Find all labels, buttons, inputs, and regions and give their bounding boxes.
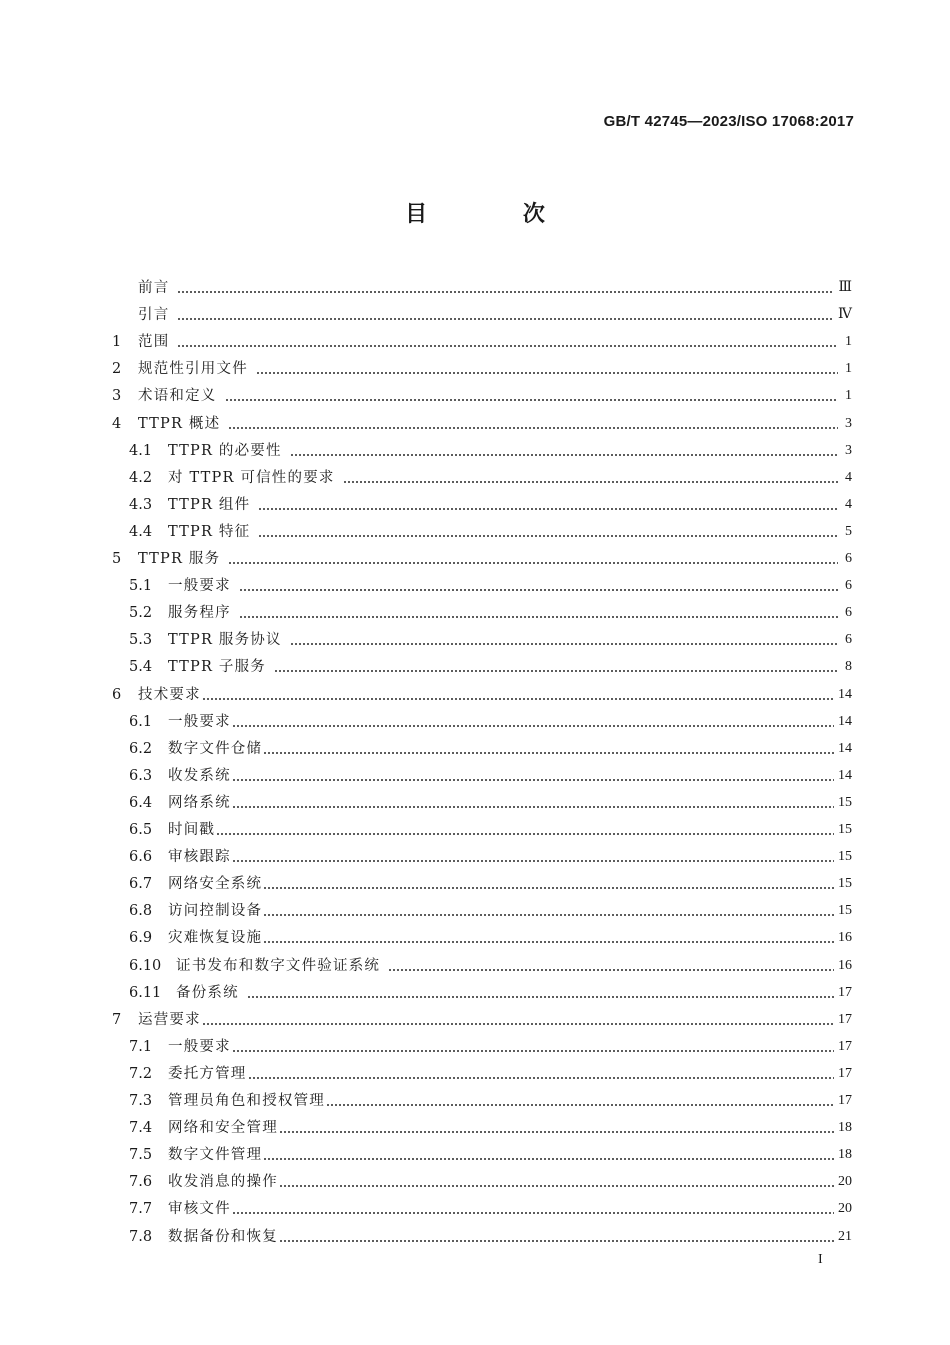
toc-entry[interactable] bbox=[112, 493, 852, 515]
toc-entry-number: 6 bbox=[112, 686, 122, 703]
toc-entry[interactable] bbox=[112, 1225, 852, 1247]
toc-entry[interactable] bbox=[112, 655, 852, 677]
dot-leader bbox=[326, 1104, 834, 1106]
toc-entry-title: 一般要求 bbox=[168, 1038, 231, 1055]
toc-entry-page: 6 bbox=[845, 605, 852, 621]
dot-leader bbox=[177, 318, 834, 320]
toc-entry[interactable] bbox=[112, 330, 852, 352]
toc-entry-title: 收发消息的操作 bbox=[168, 1174, 278, 1191]
toc-entry-title: 访问控制设备 bbox=[168, 903, 263, 920]
toc-entry-title: 数字文件仓储 bbox=[168, 740, 263, 757]
toc-entry-page: 8 bbox=[845, 659, 852, 675]
toc-entry-number: 5.3 bbox=[129, 632, 153, 649]
dot-leader bbox=[258, 535, 838, 537]
toc-entry-page: 4 bbox=[845, 496, 852, 512]
toc-entry-page: 17 bbox=[838, 984, 852, 1000]
toc-entry-title: 管理员角色和授权管理 bbox=[168, 1093, 325, 1109]
toc-entry-number: 6.6 bbox=[129, 849, 153, 866]
dot-leader bbox=[290, 454, 838, 456]
toc-entry-page: 16 bbox=[838, 957, 852, 973]
dot-leader bbox=[263, 1158, 834, 1160]
toc-entry-title: 数字文件管理 bbox=[168, 1147, 263, 1164]
toc-entry[interactable] bbox=[112, 574, 852, 596]
toc-entry-page: 14 bbox=[838, 740, 852, 756]
toc-entry-number: 6.10 bbox=[129, 957, 162, 974]
toc-entry-number: 6.1 bbox=[129, 713, 153, 730]
toc-entry-number: 6.3 bbox=[129, 767, 153, 784]
toc-entry-title: 灾难恢复设施 bbox=[168, 930, 263, 947]
toc-entry-number: 7.7 bbox=[129, 1201, 153, 1218]
toc-entry-title: 网络安全系统 bbox=[168, 876, 263, 893]
toc-entry[interactable] bbox=[112, 791, 852, 813]
toc-entry-page: 17 bbox=[838, 1038, 852, 1054]
toc-entry-title: 技术要求 bbox=[138, 686, 201, 703]
toc-entry-page: 15 bbox=[838, 849, 852, 865]
toc-entry[interactable] bbox=[112, 357, 852, 379]
toc-entry-page: 15 bbox=[838, 822, 852, 837]
dot-leader bbox=[239, 616, 838, 618]
dot-leader bbox=[239, 589, 838, 591]
dot-leader bbox=[248, 1077, 835, 1079]
dot-leader bbox=[216, 833, 834, 835]
toc-entry-title: 委托方管理 bbox=[168, 1065, 247, 1082]
toc-entry[interactable] bbox=[112, 439, 852, 461]
toc-entry-title: 运营要求 bbox=[138, 1011, 201, 1028]
toc-entry-number: 1 bbox=[112, 334, 122, 351]
toc-entry-page: 21 bbox=[838, 1228, 852, 1244]
dot-leader bbox=[256, 372, 838, 374]
toc-entry[interactable] bbox=[112, 520, 852, 542]
toc-entry-page: 1 bbox=[845, 334, 852, 350]
dot-leader bbox=[232, 725, 834, 727]
toc-entry[interactable] bbox=[112, 710, 852, 732]
toc-entry-page: 16 bbox=[838, 930, 852, 946]
toc-entry[interactable] bbox=[112, 547, 852, 569]
toc-entry-page: 15 bbox=[838, 903, 852, 919]
toc-entry-title: 一般要求 bbox=[168, 713, 231, 730]
toc-entry-number: 6.9 bbox=[129, 930, 153, 947]
toc-entry-title: 术语和定义 bbox=[138, 388, 217, 405]
toc-entry[interactable] bbox=[112, 1035, 852, 1057]
toc-entry-page: 6 bbox=[845, 578, 852, 594]
toc-entry-number: 7.8 bbox=[129, 1228, 153, 1245]
dot-leader bbox=[202, 1023, 834, 1025]
toc-entry-number: 6.11 bbox=[129, 984, 162, 1001]
toc-entry-page: 17 bbox=[838, 1065, 852, 1081]
toc-entry[interactable] bbox=[112, 1197, 852, 1219]
dot-leader bbox=[232, 779, 834, 781]
toc-entry[interactable] bbox=[112, 926, 852, 948]
toc-entry-title: 前言 bbox=[138, 280, 170, 296]
toc-entry[interactable] bbox=[112, 1170, 852, 1192]
toc-entry[interactable] bbox=[112, 1116, 852, 1138]
toc-entry-page: 6 bbox=[845, 551, 852, 566]
toc-entry-title: TTPR 特征 bbox=[168, 523, 251, 540]
dot-leader bbox=[263, 887, 834, 889]
toc-entry-title: 审核文件 bbox=[168, 1201, 231, 1218]
dot-leader bbox=[263, 752, 834, 754]
toc-entry[interactable] bbox=[112, 1089, 852, 1111]
toc-entry-title: 引言 bbox=[138, 307, 170, 324]
toc-entry-page: 18 bbox=[838, 1120, 852, 1136]
toc-entry-number: 7.2 bbox=[129, 1065, 153, 1082]
toc-entry-number: 5.2 bbox=[129, 605, 153, 622]
toc-entry[interactable] bbox=[112, 1143, 852, 1165]
toc-entry-number: 5.4 bbox=[129, 659, 153, 676]
toc-entry-page: Ⅲ bbox=[838, 280, 852, 295]
dot-leader bbox=[279, 1185, 834, 1187]
toc-entry-number: 7 bbox=[112, 1011, 122, 1028]
toc-entry-number: 7.1 bbox=[129, 1038, 153, 1055]
toc-entry[interactable] bbox=[112, 276, 852, 298]
toc-entry-page: 17 bbox=[838, 1011, 852, 1027]
dot-leader bbox=[228, 562, 838, 564]
toc-entry[interactable] bbox=[112, 412, 852, 434]
page-title: 目 次 bbox=[405, 202, 589, 227]
toc-entry-number: 6.4 bbox=[129, 794, 153, 811]
toc-entry-number: 6.8 bbox=[129, 903, 153, 920]
toc-entry-title: TTPR 的必要性 bbox=[168, 442, 282, 459]
toc-entry-page: 14 bbox=[838, 767, 852, 783]
dot-leader bbox=[232, 860, 834, 862]
toc-entry-title: 时间戳 bbox=[168, 822, 216, 838]
dot-leader bbox=[388, 969, 834, 971]
toc-entry-number: 4.2 bbox=[129, 469, 153, 486]
dot-leader bbox=[247, 996, 834, 998]
toc-entry-number: 4.3 bbox=[129, 496, 153, 513]
toc-entry-page: 1 bbox=[845, 388, 852, 404]
dot-leader bbox=[263, 941, 834, 943]
dot-leader bbox=[279, 1240, 834, 1242]
toc-entry-title: 备份系统 bbox=[176, 984, 239, 1001]
toc-entry-title: TTPR 概述 bbox=[138, 415, 221, 432]
toc-entry-number: 4.4 bbox=[129, 523, 153, 540]
standard-code: GB/T 42745—2023/ISO 17068:2017 bbox=[603, 113, 854, 130]
toc-entry-page: 4 bbox=[845, 469, 852, 485]
toc-entry-page: 15 bbox=[838, 794, 852, 810]
toc-entry-page: 1 bbox=[845, 361, 852, 377]
toc-entry[interactable] bbox=[112, 899, 852, 921]
dot-leader bbox=[177, 345, 838, 347]
toc-entry-number: 7.6 bbox=[129, 1174, 153, 1191]
toc-entry-title: 规范性引用文件 bbox=[138, 361, 248, 378]
toc-entry[interactable] bbox=[112, 466, 852, 488]
toc-entry-title: TTPR 服务 bbox=[138, 551, 221, 567]
page-number: I bbox=[818, 1252, 823, 1267]
toc-entry-page: 17 bbox=[838, 1093, 852, 1108]
dot-leader bbox=[177, 291, 834, 293]
dot-leader bbox=[274, 670, 838, 672]
toc-entry-page: 20 bbox=[838, 1174, 852, 1190]
dot-leader bbox=[279, 1131, 834, 1133]
toc-entry-title: 范围 bbox=[138, 334, 170, 351]
toc-entry[interactable] bbox=[112, 845, 852, 867]
dot-leader bbox=[232, 1212, 834, 1214]
toc-entry[interactable] bbox=[112, 628, 852, 650]
toc-entry-title: TTPR 子服务 bbox=[168, 659, 266, 676]
toc-entry[interactable] bbox=[112, 384, 852, 406]
toc-entry-title: 服务程序 bbox=[168, 605, 231, 622]
toc-entry-title: 证书发布和数字文件验证系统 bbox=[176, 957, 381, 974]
toc-entry-number: 7.4 bbox=[129, 1120, 153, 1137]
toc-entry[interactable] bbox=[112, 872, 852, 894]
toc-entry-number: 5 bbox=[112, 551, 122, 567]
toc-entry-title: 网络和安全管理 bbox=[168, 1120, 278, 1137]
toc-entry-page: 20 bbox=[838, 1201, 852, 1217]
toc-entry-title: 网络系统 bbox=[168, 794, 231, 811]
toc-entry-title: 审核跟踪 bbox=[168, 849, 231, 866]
dot-leader bbox=[343, 481, 838, 483]
toc-entry-page: 3 bbox=[845, 415, 852, 431]
toc-entry[interactable] bbox=[112, 683, 852, 705]
toc-entry[interactable] bbox=[112, 737, 852, 759]
toc-entry[interactable] bbox=[112, 1062, 852, 1084]
dot-leader bbox=[232, 1050, 834, 1052]
toc-entry-number: 7.5 bbox=[129, 1147, 153, 1164]
toc-entry-page: 14 bbox=[838, 713, 852, 729]
toc-entry-page: 14 bbox=[838, 686, 852, 702]
toc-entry-number: 6.7 bbox=[129, 876, 153, 893]
dot-leader bbox=[290, 643, 838, 645]
toc-entry-title: TTPR 组件 bbox=[168, 496, 251, 513]
dot-leader bbox=[228, 427, 838, 429]
dot-leader bbox=[258, 508, 838, 510]
toc-entry[interactable] bbox=[112, 764, 852, 786]
toc-entry-page: 3 bbox=[845, 442, 852, 458]
toc-entry-number: 7.3 bbox=[129, 1093, 153, 1109]
toc-entry-title: TTPR 服务协议 bbox=[168, 632, 282, 649]
toc-entry[interactable] bbox=[112, 1008, 852, 1030]
toc-entry-number: 2 bbox=[112, 361, 122, 378]
toc-entry-number: 5.1 bbox=[129, 578, 153, 595]
toc-entry[interactable] bbox=[112, 981, 852, 1003]
toc-entry[interactable] bbox=[112, 601, 852, 623]
toc-entry[interactable] bbox=[112, 818, 852, 840]
dot-leader bbox=[263, 914, 834, 916]
toc-entry-title: 收发系统 bbox=[168, 767, 231, 784]
toc-entry-page: 15 bbox=[838, 876, 852, 892]
dot-leader bbox=[232, 806, 834, 808]
toc-entry-number: 6.5 bbox=[129, 822, 153, 838]
toc-entry-title: 数据备份和恢复 bbox=[168, 1228, 278, 1245]
toc-entry-number: 3 bbox=[112, 388, 122, 405]
toc-entry-page: 5 bbox=[845, 523, 852, 539]
toc-entry-page: 18 bbox=[838, 1147, 852, 1163]
toc-entry-title: 对 TTPR 可信性的要求 bbox=[168, 469, 335, 486]
toc-entry-page: 6 bbox=[845, 632, 852, 648]
toc-entry-number: 6.2 bbox=[129, 740, 153, 757]
toc-entry-page: Ⅳ bbox=[838, 307, 852, 323]
toc-entry-number: 4 bbox=[112, 415, 122, 432]
dot-leader bbox=[225, 399, 839, 401]
toc-entry[interactable] bbox=[112, 954, 852, 976]
toc-entry-number: 4.1 bbox=[129, 442, 153, 459]
toc-entry[interactable] bbox=[112, 303, 852, 325]
toc-entry-title: 一般要求 bbox=[168, 578, 231, 595]
dot-leader bbox=[202, 698, 834, 700]
